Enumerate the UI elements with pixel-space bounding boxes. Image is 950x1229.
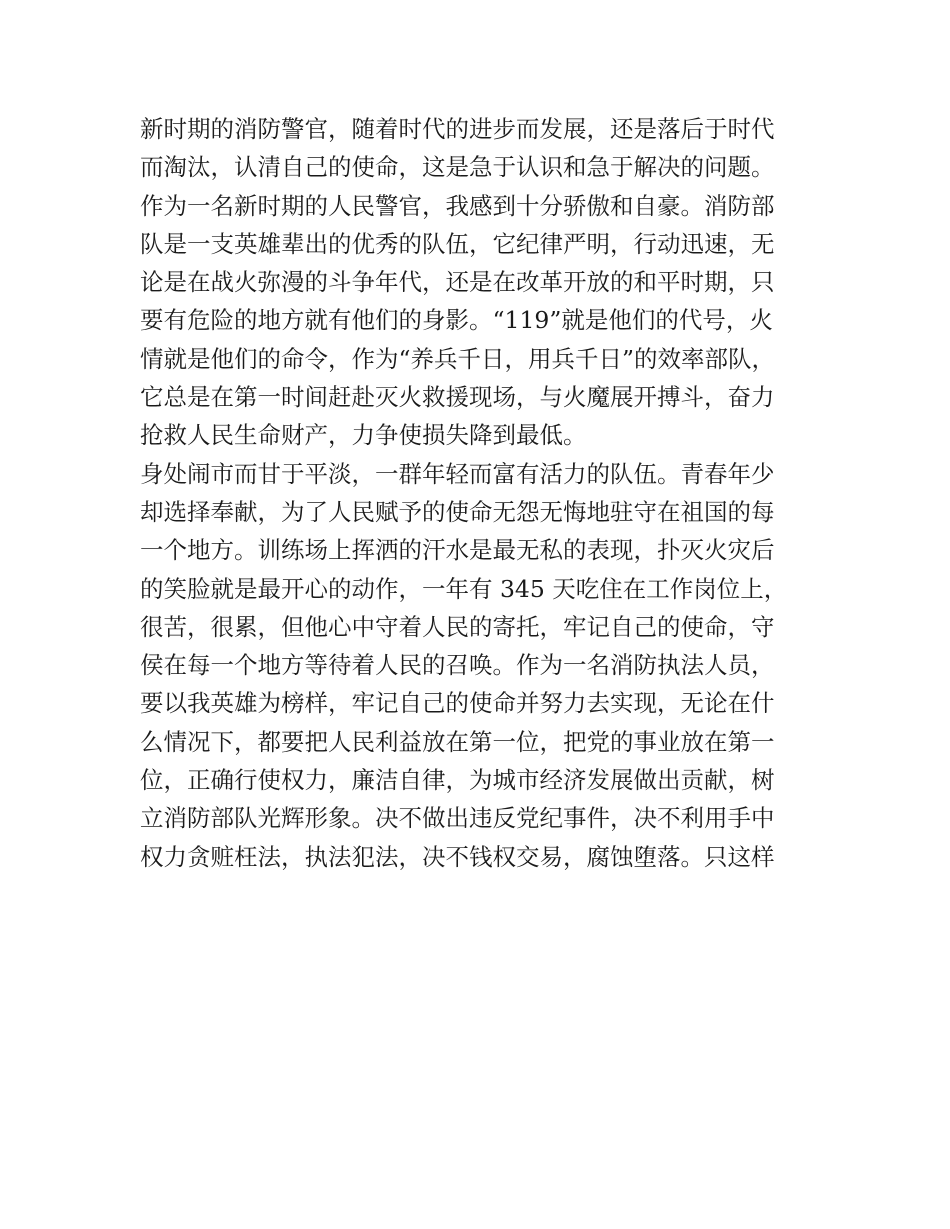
text-line: 而淘汰，认清自己的使命，这是急于认识和急于解决的问题。 (140, 153, 775, 182)
text-line: 情就是他们的命令，作为“养兵千日，用兵千日”的效率部队， (140, 344, 776, 373)
text-line: 么情况下，都要把人民利益放在第一位，把党的事业放在第一 (140, 727, 775, 756)
text-line: 抢救人民生命财产，力争使损失降到最低。 (140, 421, 587, 450)
text-line: 要有危险的地方就有他们的身影。“119”就是他们的代号，火 (140, 306, 773, 335)
text-line: 它总是在第一时间赶赴灭火救援现场，与火魔展开搏斗，奋力 (140, 383, 775, 412)
text-line: 作为一名新时期的人民警官，我感到十分骄傲和自豪。消防部 (140, 191, 775, 220)
document-body (140, 110, 820, 876)
text-line: 新时期的消防警官，随着时代的进步而发展，还是落后于时代 (140, 115, 775, 143)
text-line: 立消防部队光辉形象。决不做出违反党纪事件，决不利用手中 (140, 804, 775, 833)
text-line: 权力贪赃枉法，执法犯法，决不钱权交易，腐蚀堕落。只这样 (140, 842, 775, 871)
text-line: 的笑脸就是最开心的动作，一年有 345 天吃住在工作岗位上， (140, 574, 788, 603)
text-line: 位，正确行使权力，廉洁自律，为城市经济发展做出贡献，树 (140, 766, 775, 795)
text-line: 却选择奉献，为了人民赋予的使命无怨无悔地驻守在祖国的每 (140, 497, 775, 526)
text-line: 要以我英雄为榜样，牢记自己的使命并努力去实现，无论在什 (140, 689, 775, 718)
text-line: 侯在每一个地方等待着人民的召唤。作为一名消防执法人员， (140, 651, 775, 680)
text-line: 一个地方。训练场上挥洒的汗水是最无私的表现，扑灭火灾后 (140, 536, 775, 565)
text-line: 队是一支英雄辈出的优秀的队伍，它纪律严明，行动迅速，无 (140, 229, 775, 258)
text-line: 论是在战火弥漫的斗争年代，还是在改革开放的和平时期，只 (140, 268, 775, 297)
text-line: 身处闹市而甘于平淡，一群年轻而富有活力的队伍。青春年少 (140, 459, 775, 488)
text-line: 很苦，很累，但他心中守着人民的寄托，牢记自己的使命，守 (140, 612, 775, 641)
